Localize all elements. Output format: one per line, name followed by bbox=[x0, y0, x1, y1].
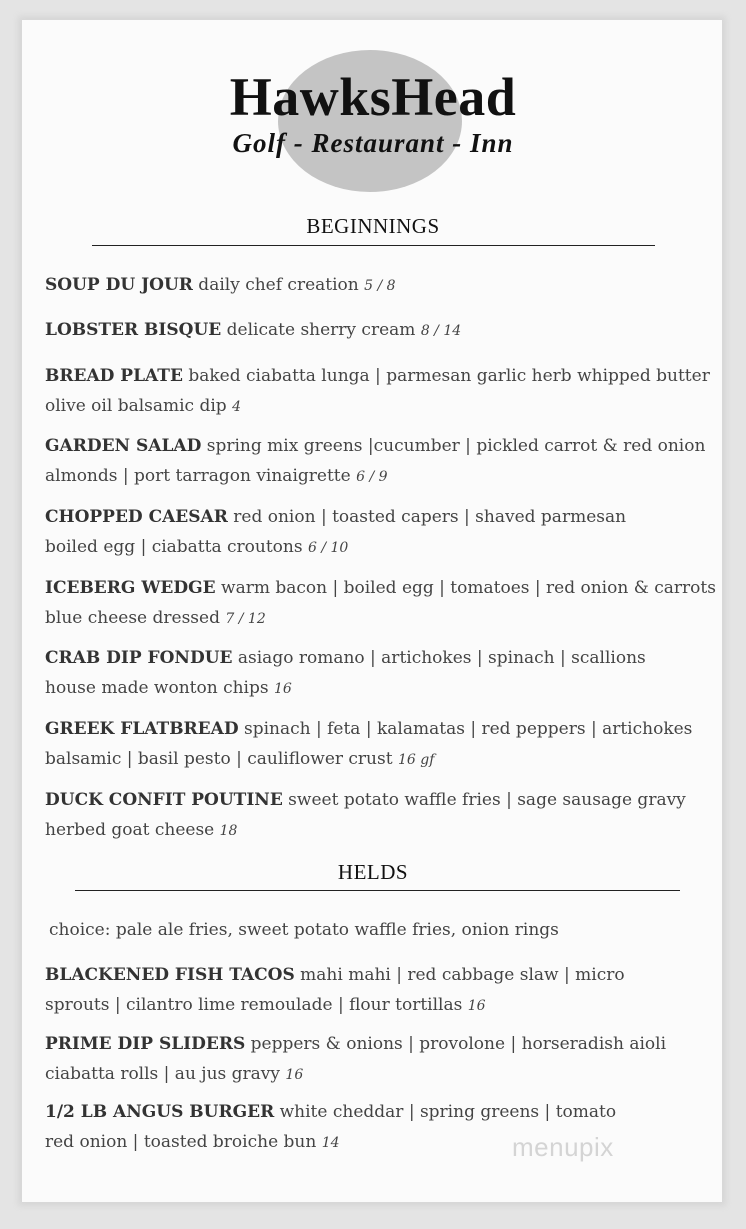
item-description-cont: olive oil balsamic dip bbox=[45, 396, 233, 416]
item-name: BREAD PLATE bbox=[45, 366, 183, 386]
item-description: warm bacon | boiled egg | tomatoes | red onion & carrots bbox=[215, 578, 716, 598]
item-name: BLACKENED FISH TACOS bbox=[45, 965, 295, 985]
item-description-cont: red onion | toasted broiche bun bbox=[45, 1132, 322, 1152]
item-name: GARDEN SALAD bbox=[45, 436, 202, 456]
item-description: red onion | toasted capers | shaved parmesan bbox=[227, 507, 627, 527]
item-price: 4 bbox=[232, 399, 242, 415]
side-choice-note: choice: pale ale fries, sweet potato waffle fries, onion rings bbox=[49, 920, 559, 940]
item-description-cont: herbed goat cheese bbox=[45, 820, 220, 840]
item-description: delicate sherry cream bbox=[221, 320, 421, 340]
item-description-cont: ciabatta rolls | au jus gravy bbox=[45, 1064, 286, 1084]
item-description-cont: blue cheese dressed bbox=[45, 608, 226, 628]
item-description: asiago romano | artichokes | spinach | scallions bbox=[232, 648, 646, 668]
item-description-cont: almonds | port tarragon vinaigrette bbox=[45, 466, 357, 486]
menu-item bbox=[45, 315, 715, 346]
menu-item bbox=[45, 1097, 715, 1158]
item-price: 8 / 14 bbox=[420, 323, 462, 339]
restaurant-name: HawksHead bbox=[229, 67, 517, 127]
menu-item bbox=[45, 270, 715, 301]
item-description-cont: boiled egg | ciabatta croutons bbox=[45, 537, 308, 557]
item-price: 7 / 12 bbox=[225, 611, 266, 627]
item-description: spinach | feta | kalamatas | red peppers | artichokes bbox=[238, 719, 693, 739]
menu-item bbox=[45, 643, 715, 704]
menu-item bbox=[45, 785, 715, 846]
menu-item bbox=[45, 361, 715, 422]
section-divider bbox=[75, 890, 680, 891]
item-description: white cheddar | spring greens | tomato bbox=[274, 1102, 617, 1122]
item-price: 16 bbox=[467, 998, 486, 1014]
item-description-cont: balsamic | basil pesto | cauliflower crust bbox=[45, 749, 398, 769]
item-name: SOUP DU JOUR bbox=[45, 275, 193, 295]
restaurant-tagline: Golf - Restaurant - Inn bbox=[232, 128, 514, 158]
item-name: PRIME DIP SLIDERS bbox=[45, 1034, 246, 1054]
watermark: menupix bbox=[512, 1132, 614, 1162]
item-price: 16 bbox=[274, 681, 292, 697]
menu-item bbox=[45, 502, 715, 563]
item-name: ICEBERG WEDGE bbox=[45, 578, 216, 598]
item-price: 18 bbox=[219, 823, 238, 839]
menu-item bbox=[45, 573, 715, 634]
item-description-cont: house made wonton chips bbox=[45, 678, 274, 698]
menu-item bbox=[45, 960, 715, 1021]
item-description-cont: sprouts | cilantro lime remoulade | flour tortillas bbox=[45, 995, 468, 1015]
menu-item bbox=[45, 1029, 715, 1090]
item-description: mahi mahi | red cabbage slaw | micro bbox=[294, 965, 625, 985]
item-price: 16 bbox=[285, 1067, 304, 1083]
item-name: CRAB DIP FONDUE bbox=[45, 648, 233, 668]
item-price: 16 gf bbox=[397, 752, 435, 768]
item-price: 5 / 8 bbox=[364, 278, 396, 294]
item-name: 1/2 LB ANGUS BURGER bbox=[45, 1102, 275, 1122]
item-price: 6 / 9 bbox=[356, 469, 388, 485]
menu-item bbox=[45, 714, 715, 775]
item-description: spring mix greens |cucumber | pickled carrot & red onion bbox=[201, 436, 706, 456]
item-name: DUCK CONFIT POUTINE bbox=[45, 790, 283, 810]
item-description: daily chef creation bbox=[192, 275, 365, 295]
item-price: 14 bbox=[321, 1135, 340, 1151]
item-name: GREEK FLATBREAD bbox=[45, 719, 239, 739]
item-description: baked ciabatta lunga | parmesan garlic herb whipped butter bbox=[182, 366, 710, 386]
section-divider bbox=[92, 245, 655, 246]
section-heading-beginnings: BEGINNINGS bbox=[306, 214, 440, 238]
item-price: 6 / 10 bbox=[308, 540, 349, 556]
item-name: CHOPPED CAESAR bbox=[45, 507, 228, 527]
item-description: peppers & onions | provolone | horseradish aioli bbox=[245, 1034, 667, 1054]
item-name: LOBSTER BISQUE bbox=[45, 320, 222, 340]
section-heading-helds: HELDS bbox=[337, 860, 409, 884]
item-description: sweet potato waffle fries | sage sausage gravy bbox=[282, 790, 686, 810]
menu-item bbox=[45, 431, 715, 492]
